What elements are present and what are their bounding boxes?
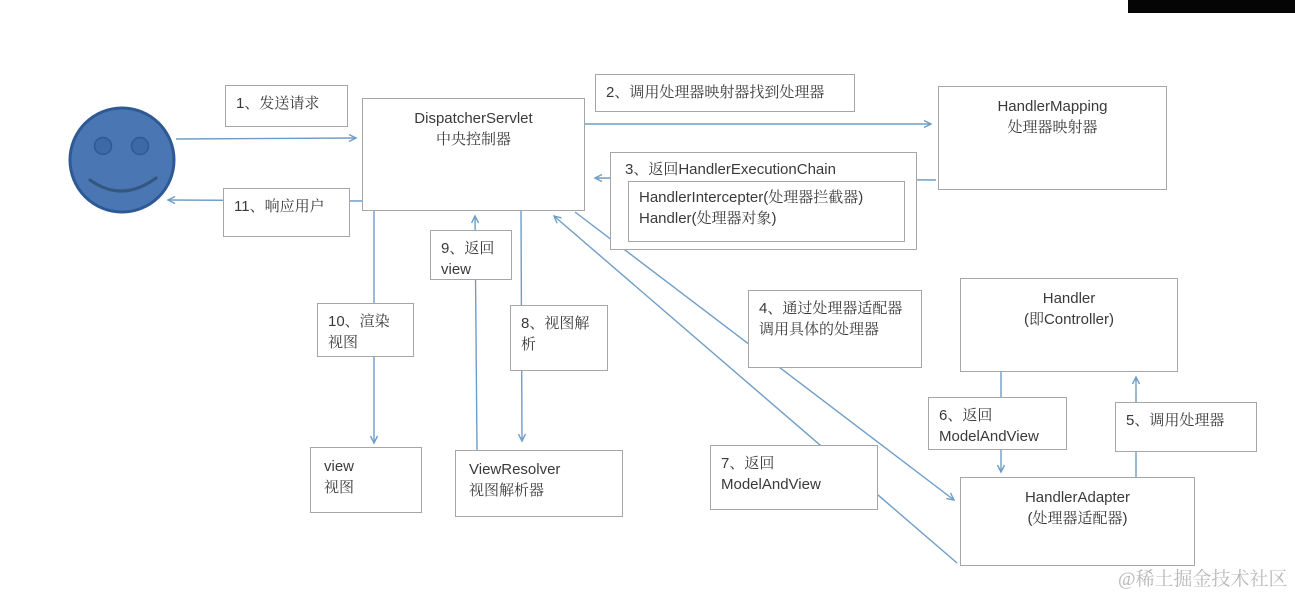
arrow-step1-user-to-dispatcher (176, 138, 356, 139)
node-view-name: view (324, 458, 355, 475)
label-step4-call-via-adapter (748, 290, 922, 368)
label-step7-return-modelandview (710, 445, 878, 510)
label-step3-handler: Handler(处理器对象) (639, 210, 777, 228)
node-view-resolver-desc: 视图解析器 (469, 482, 545, 500)
label-step7-line1: 7、返回 (721, 455, 775, 472)
label-step9-line1: 9、返回 (441, 240, 495, 257)
node-handler-mapping-desc: 处理器映射器 (1007, 119, 1098, 137)
label-step3-chain-contents (628, 181, 905, 242)
label-step3-title: 3、返回HandlerExecutionChain (625, 161, 836, 178)
label-step8-view-resolve (510, 305, 608, 371)
label-step7-line2: ModelAndView (721, 476, 821, 494)
label-step4-line2: 调用具体的处理器 (759, 321, 880, 339)
label-step8-line1: 8、视图解 (521, 315, 590, 332)
label-step10-line2: 视图 (328, 334, 359, 352)
label-step9-return-view (430, 230, 512, 280)
watermark-text: @稀土掘金技术社区 (1118, 569, 1288, 590)
label-step2-call-handler-mapping (595, 74, 855, 112)
node-handler (960, 278, 1178, 372)
label-step5-call-handler (1115, 402, 1257, 452)
label-step11-text: 11、响应用户 (234, 198, 325, 215)
label-step6-line2: ModelAndView (939, 428, 1039, 446)
node-dispatcher-servlet (362, 98, 585, 211)
smiley-left-eye (95, 138, 112, 155)
label-step9-line2: view (441, 261, 472, 279)
user-smiley-icon (66, 103, 178, 219)
label-step2-text: 2、调用处理器映射器找到处理器 (606, 84, 825, 101)
label-step10-line1: 10、渲染 (328, 313, 390, 330)
node-view (310, 447, 422, 513)
node-handler-name: Handler (1042, 290, 1096, 307)
label-step5-text: 5、调用处理器 (1126, 412, 1225, 429)
label-step8-line2: 析 (521, 336, 537, 354)
label-step6-line1: 6、返回 (939, 407, 993, 424)
node-handler-mapping (938, 86, 1167, 190)
node-view-desc: 视图 (324, 479, 355, 497)
node-handler-desc: (即Controller) (1023, 311, 1114, 329)
label-step3-interceptor: HandlerIntercepter(处理器拦截器) (639, 189, 864, 206)
label-step1-send-request (225, 85, 348, 127)
label-step6-return-modelandview (928, 397, 1067, 450)
label-step3-return-handler-execution-chain (610, 152, 917, 250)
label-step4-line1: 4、通过处理器适配器 (759, 300, 903, 317)
node-handler-adapter (960, 477, 1195, 566)
node-dispatcher-servlet-desc: 中央控制器 (435, 131, 511, 149)
node-view-resolver-name: ViewResolver (469, 461, 561, 478)
node-handler-adapter-desc: (处理器适配器) (1027, 510, 1128, 528)
label-step10-render-view (317, 303, 414, 357)
smiley-right-eye (132, 138, 149, 155)
node-view-resolver (455, 450, 623, 517)
node-dispatcher-servlet-name: DispatcherServlet (414, 110, 533, 127)
node-handler-adapter-name: HandlerAdapter (1024, 489, 1131, 506)
node-handler-mapping-name: HandlerMapping (997, 98, 1108, 115)
label-step1-text: 1、发送请求 (236, 95, 320, 112)
top-right-dark-strip (1128, 0, 1295, 13)
label-step11-respond-user (223, 188, 350, 237)
